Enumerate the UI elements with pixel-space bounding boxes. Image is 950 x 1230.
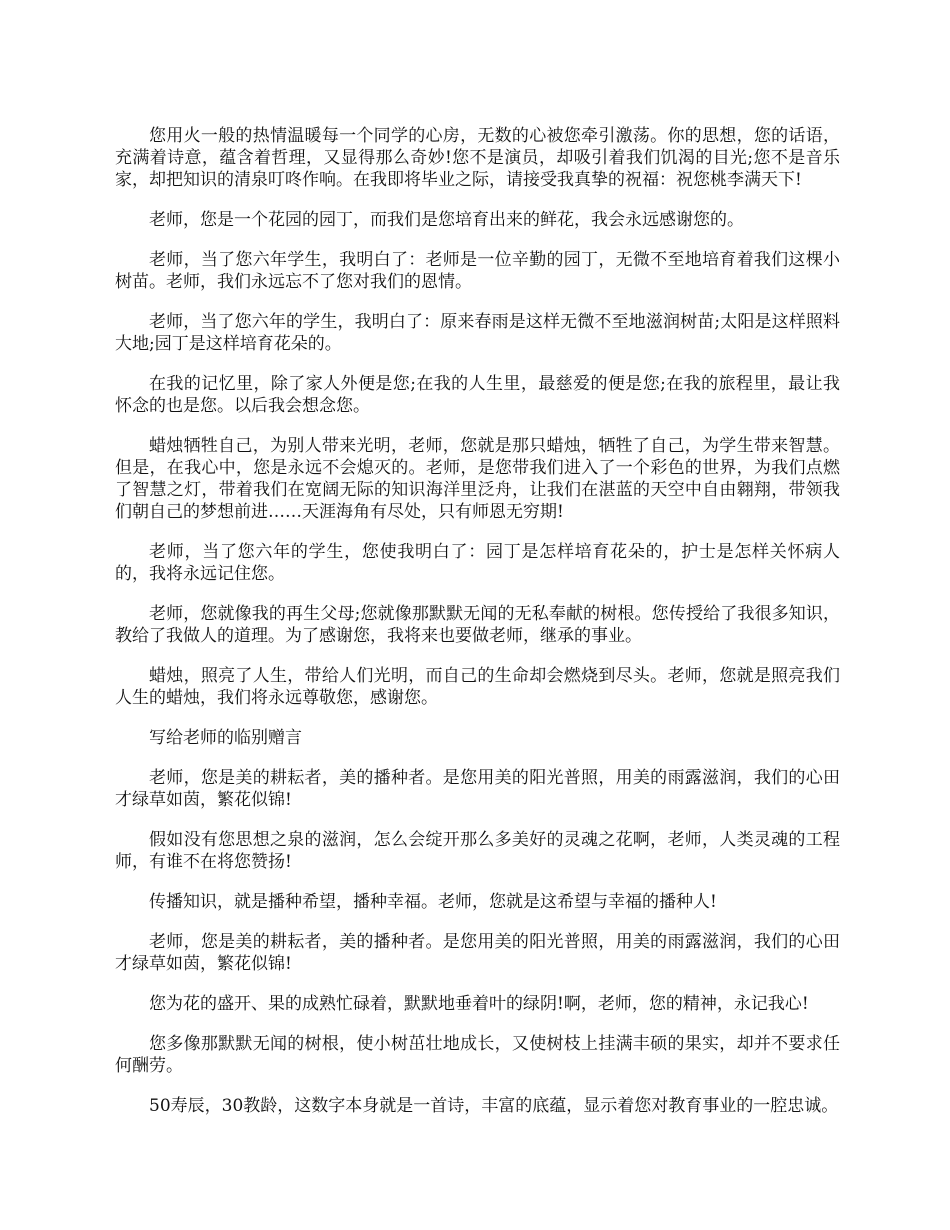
paragraph: 您为花的盛开、果的成熟忙碌着，默默地垂着叶的绿阴!啊，老师，您的精神，永记我心! [149, 994, 809, 1014]
paragraph: 50寿辰，30教龄，这数字本身就是一首诗，丰富的底蕴，显示着您对教育事业的一腔忠诚。 [149, 1096, 839, 1116]
paragraph: 老师，您就像我的再生父母;您就像那默默无闻的无私奉献的树根。您传授给了我很多知识，教给了我做人的道理。为了感谢您，我将来也要做老师，继承的事业。 [115, 604, 840, 646]
paragraph: 您用火一般的热情温暖每一个同学的心房，无数的心被您牵引激荡。你的思想，您的话语，充满着诗意，蕴含着哲理，又显得那么奇妙!您不是演员，却吸引着我们饥渴的目光;您不是音乐家，却把知识的清泉叮咚作响。在我即将毕业之际，请接受我真挚的祝福：祝您桃李满天下! [115, 126, 840, 190]
paragraph: 老师，当了您六年的学生，您使我明白了：园丁是怎样培育花朵的，护士是怎样关怀病人的，我将永远记住您。 [115, 542, 840, 584]
section-heading: 写给老师的临别赠言 [149, 728, 302, 748]
paragraph: 您多像那默默无闻的树根，使小树茁壮地成长，又使树枝上挂满丰硕的果实，却并不要求任何酬劳。 [115, 1034, 840, 1076]
document-body [115, 125, 840, 1135]
paragraph: 假如没有您思想之泉的滋润，怎么会绽开那么多美好的灵魂之花啊，老师，人类灵魂的工程师，有谁不在将您赞扬! [115, 830, 840, 872]
paragraph: 老师，当了您六年的学生，我明白了：原来春雨是这样无微不至地滋润树苗;太阳是这样照料大地;园丁是这样培育花朵的。 [115, 312, 840, 354]
paragraph: 老师，您是美的耕耘者，美的播种者。是您用美的阳光普照，用美的雨露滋润，我们的心田才绿草如茵，繁花似锦! [115, 932, 840, 974]
paragraph: 老师，您是一个花园的园丁，而我们是您培育出来的鲜花，我会永远感谢您的。 [149, 210, 744, 230]
paragraph: 蜡烛牺牲自己，为别人带来光明，老师，您就是那只蜡烛，牺牲了自己，为学生带来智慧。但是，在我心中，您是永远不会熄灭的。老师，是您带我们进入了一个彩色的世界，为我们点燃了智慧之灯，带着我们在宽阔无际的知识海洋里泛舟，让我们在湛蓝的天空中自由翱翔，带领我们朝自己的梦想前进……天涯海角有尽处，只有师恩无穷期! [115, 436, 840, 522]
paragraph: 传播知识，就是播种希望，播种幸福。老师，您就是这希望与幸福的播种人! [149, 892, 717, 912]
paragraph: 蜡烛，照亮了人生，带给人们光明，而自己的生命却会燃烧到尽头。老师，您就是照亮我们人生的蜡烛，我们将永远尊敬您，感谢您。 [115, 666, 840, 708]
paragraph: 老师，当了您六年学生，我明白了：老师是一位辛勤的园丁，无微不至地培育着我们这棵小树苗。老师，我们永远忘不了您对我们的恩情。 [115, 250, 840, 292]
paragraph: 在我的记忆里，除了家人外便是您;在我的人生里，最慈爱的便是您;在我的旅程里，最让我怀念的也是您。以后我会想念您。 [115, 374, 840, 416]
paragraph: 老师，您是美的耕耘者，美的播种者。是您用美的阳光普照，用美的雨露滋润，我们的心田才绿草如茵，繁花似锦! [115, 768, 840, 810]
